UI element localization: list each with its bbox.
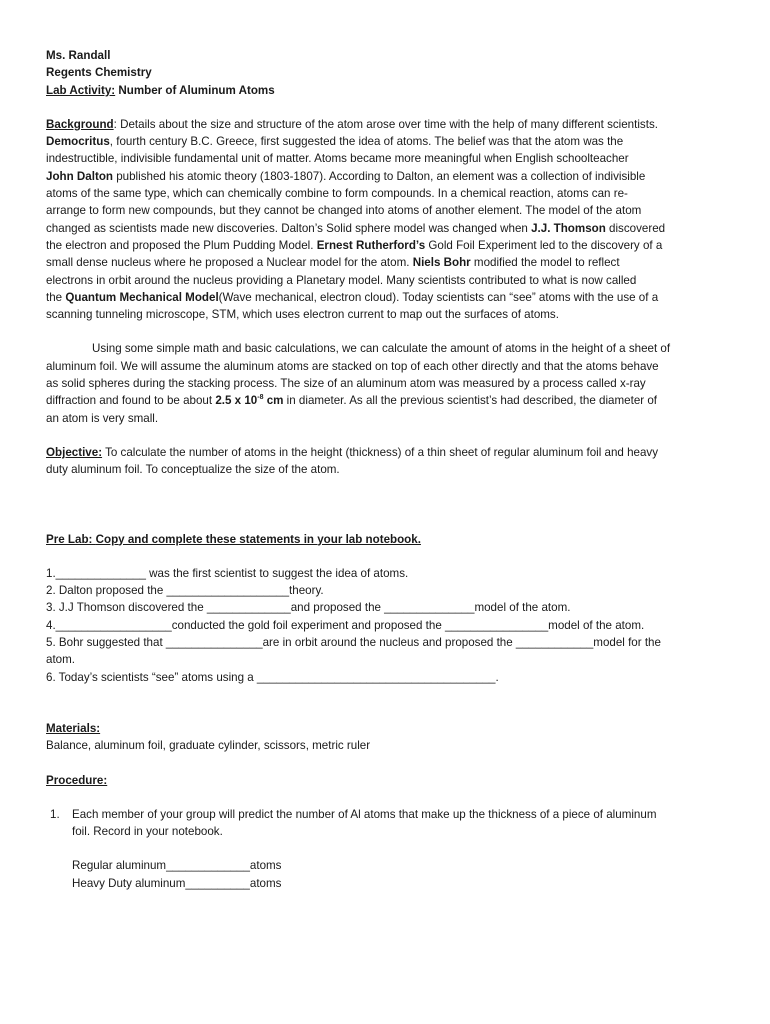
materials-list: Balance, aluminum foil, graduate cylinder, scissors, metric ruler [46, 739, 371, 753]
background-text: electrons in orbit around the nucleus providing a Planetary model. Many scientists contributed to what is now called [46, 273, 637, 287]
background-section [46, 116, 722, 324]
step-number: 1. [50, 807, 60, 821]
prelab-instruction: Copy and complete these statements in your lab notebook. [95, 532, 421, 546]
prelab-question: 1.______________ was the first scientist to suggest the idea of atoms. [46, 566, 409, 580]
course-name: Regents Chemistry [46, 66, 152, 80]
background-label: Background [46, 117, 114, 131]
background-text: arrange to form new compounds, but they cannot be changed into atoms of another element. The model of the atom [46, 204, 642, 218]
calc-line-4 [46, 392, 722, 409]
background-line [46, 306, 722, 323]
calc-line-4-start: diffraction and found to be about [46, 394, 216, 408]
prelab-question: 6. Today’s scientists “see” atoms using a _____________________________________. [46, 670, 499, 684]
background-text: (Wave mechanical, electron cloud). Today scientists can “see” atoms with the use of a [218, 290, 659, 304]
background-emphasis: Ernest Rutherford’s [316, 238, 426, 252]
background-text: changed as scientists made new discoveries. Dalton’s Solid sphere model was changed when [46, 221, 532, 235]
atom-size-unit: cm [263, 394, 284, 408]
background-text: scanning tunneling microscope, STM, which uses electron current to map out the surfaces of atoms. [46, 308, 559, 322]
calc-line-3: as solid spheres during the stacking process. The size of an aluminum atom was measured by a process called x-ray [46, 377, 646, 391]
regular-aluminum-prediction: Regular aluminum_____________atoms [72, 859, 282, 873]
calc-line-1: Using some simple math and basic calculations, we can calculate the amount of atoms in the height of a sheet of [92, 342, 671, 356]
prelab-questions [46, 565, 722, 686]
background-text: the [46, 290, 66, 304]
calc-line-5: an atom is very small. [46, 411, 159, 425]
objective-line-1 [46, 444, 722, 461]
background-line [46, 150, 722, 167]
background-text: small dense nucleus where he proposed a Nuclear model for the atom. [46, 256, 413, 270]
background-text: the electron and proposed the Plum Pudding Model. [46, 238, 317, 252]
background-text: published his atomic theory (1803-1807). According to Dalton, an element was a collection of indivisible [112, 169, 646, 183]
procedure-step-1-cont: foil. Record in your notebook. [72, 825, 223, 839]
lab-title: Number of Aluminum Atoms [115, 83, 275, 97]
background-text: , fourth century B.C. Greece, first suggested the idea of atoms. The belief was that the atom was the [109, 135, 624, 149]
background-line [46, 237, 722, 254]
procedure-step-1 [46, 806, 722, 823]
materials-label: Materials: [46, 721, 101, 735]
background-line [46, 133, 722, 150]
heavy-duty-aluminum-prediction: Heavy Duty aluminum__________atoms [72, 876, 282, 890]
background-line [46, 220, 722, 237]
prelab-question: 5. Bohr suggested that _______________are in orbit around the nucleus and proposed the ____________model for the [46, 636, 661, 650]
atom-size-value [215, 394, 283, 407]
background-emphasis: J.J. Thomson [531, 221, 606, 235]
procedure-label: Procedure: [46, 773, 108, 787]
background-text: Gold Foil Experiment led to the discovery of a [425, 238, 663, 252]
teacher-name: Ms. Randall [46, 49, 111, 62]
lab-title-line [46, 82, 722, 99]
background-text: : Details about the size and structure of the atom arose over time with the help of many different scientists. [113, 117, 658, 131]
prelab-question: 3. J.J Thomson discovered the _____________and proposed the ______________model of the atom. [46, 601, 571, 615]
background-text: discovered [605, 221, 666, 235]
background-text: indestructible, indivisible fundamental unit of matter. Atoms became more meaningful when English schoolteacher [46, 152, 629, 166]
atom-size-base: 2.5 x 10 [215, 394, 258, 408]
background-line [46, 289, 722, 306]
prelab-question: 4.__________________conducted the gold foil experiment and proposed the ________________model of the atom. [46, 618, 645, 632]
background-emphasis: John Dalton [46, 169, 113, 183]
objective-text: To calculate the number of atoms in the height (thickness) of a thin sheet of regular aluminum foil and heavy [102, 445, 659, 459]
document-page [46, 47, 722, 892]
atom-size-exponent: -8 [257, 394, 264, 402]
objective-line-2: duty aluminum foil. To conceptualize the size of the atom. [46, 463, 340, 477]
background-line [46, 254, 722, 271]
background-emphasis: Niels Bohr [412, 256, 471, 270]
prelab-heading [46, 531, 722, 548]
background-line [46, 272, 722, 289]
lab-label: Lab Activity: [46, 83, 116, 97]
background-line [46, 202, 722, 219]
objective-label: Objective: [46, 445, 103, 459]
background-emphasis: Democritus [46, 135, 110, 149]
background-line [46, 185, 722, 202]
prelab-label: Pre Lab: [46, 532, 96, 546]
calc-line-2: aluminum foil. We will assume the aluminum atoms are stacked on top of each other directly and that the atoms behave [46, 359, 659, 373]
prelab-question: atom. [46, 653, 75, 667]
background-line [46, 168, 722, 185]
calc-line-4-end: in diameter. As all the previous scientist’s had described, the diameter of [283, 394, 658, 408]
step-1-text: Each member of your group will predict the number of Al atoms that make up the thickness of a piece of aluminum [72, 807, 657, 821]
background-line [46, 116, 722, 133]
background-text: modified the model to reflect [470, 256, 620, 270]
prelab-question: 2. Dalton proposed the ___________________theory. [46, 584, 324, 598]
background-emphasis: Quantum Mechanical Model [65, 290, 219, 304]
background-text: atoms of the same type, which can chemically combine to form compounds. In a chemical reaction, atoms can re- [46, 187, 628, 201]
